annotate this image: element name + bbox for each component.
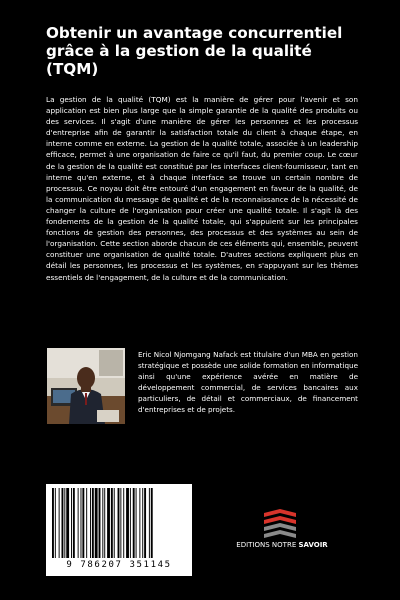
barcode-bars xyxy=(50,488,188,558)
isbn-number: 9 786207 351145 xyxy=(66,560,172,570)
author-portrait-image xyxy=(47,348,125,424)
book-description: La gestion de la qualité (TQM) est la manière de gérer pour l'avenir et son application est bien plus large que la simple garantie de la qualité des produits ou des services. Il s'agit d'une manière de gérer les personnes et les processus d'entreprise afin de garantir la satisfaction totale du client à chaque étape, en interne comme en externe. La gestion de la qualité totale, associée à un leadership efficace, permet à une organisation de faire ce qu'il faut, du premier coup. Le cœur de la gestion de la qualité est constitué par les interfaces client-fournisseur, tant en interne qu'en externe, et à chaque interface se trouve un certain nombre de processus. Ce noyau doit être entouré d'un engagement en faveur de la qualité, de la communication du message de qualité et de la reconnaissance de la nécessité de changer la culture de l'organisation pour créer une qualité totale. Il s'agit là des fondements de la gestion de la qualité totale, qui s'appuient sur les principales fonctions de gestion des personnes, des processus et des systèmes au sein de l'organisation. Cette section aborde chacun de ces éléments qui, ensemble, peuvent constituer une organisation de qualité totale. D'autres sections expliquent plus en détail les personnes, les processus et les systèmes, en s'appuyant sur les thèmes essentiels de l'engagement, de la culture et de la communication. xyxy=(46,95,358,282)
author-bio: Eric Nicol Njomgang Nafack est titulaire d'un MBA en gestion stratégique et possède une solide formation en informatique ainsi qu'une expérience avérée en matière de développement commercial, de services bancaires aux particuliers, de détail et commerciaux, de financement d'entreprises et de projets. xyxy=(138,350,358,414)
publisher-name-bold: SAVOIR xyxy=(298,541,328,549)
isbn-barcode xyxy=(46,484,192,576)
publisher-logo-icon xyxy=(260,505,300,541)
publisher-name-regular: EDITIONS NOTRE xyxy=(236,541,299,549)
book-title: Obtenir un avantage concurrentiel grâce à la gestion de la qualité (TQM) xyxy=(46,24,343,78)
author-photo xyxy=(47,348,125,424)
publisher-name xyxy=(232,541,332,549)
